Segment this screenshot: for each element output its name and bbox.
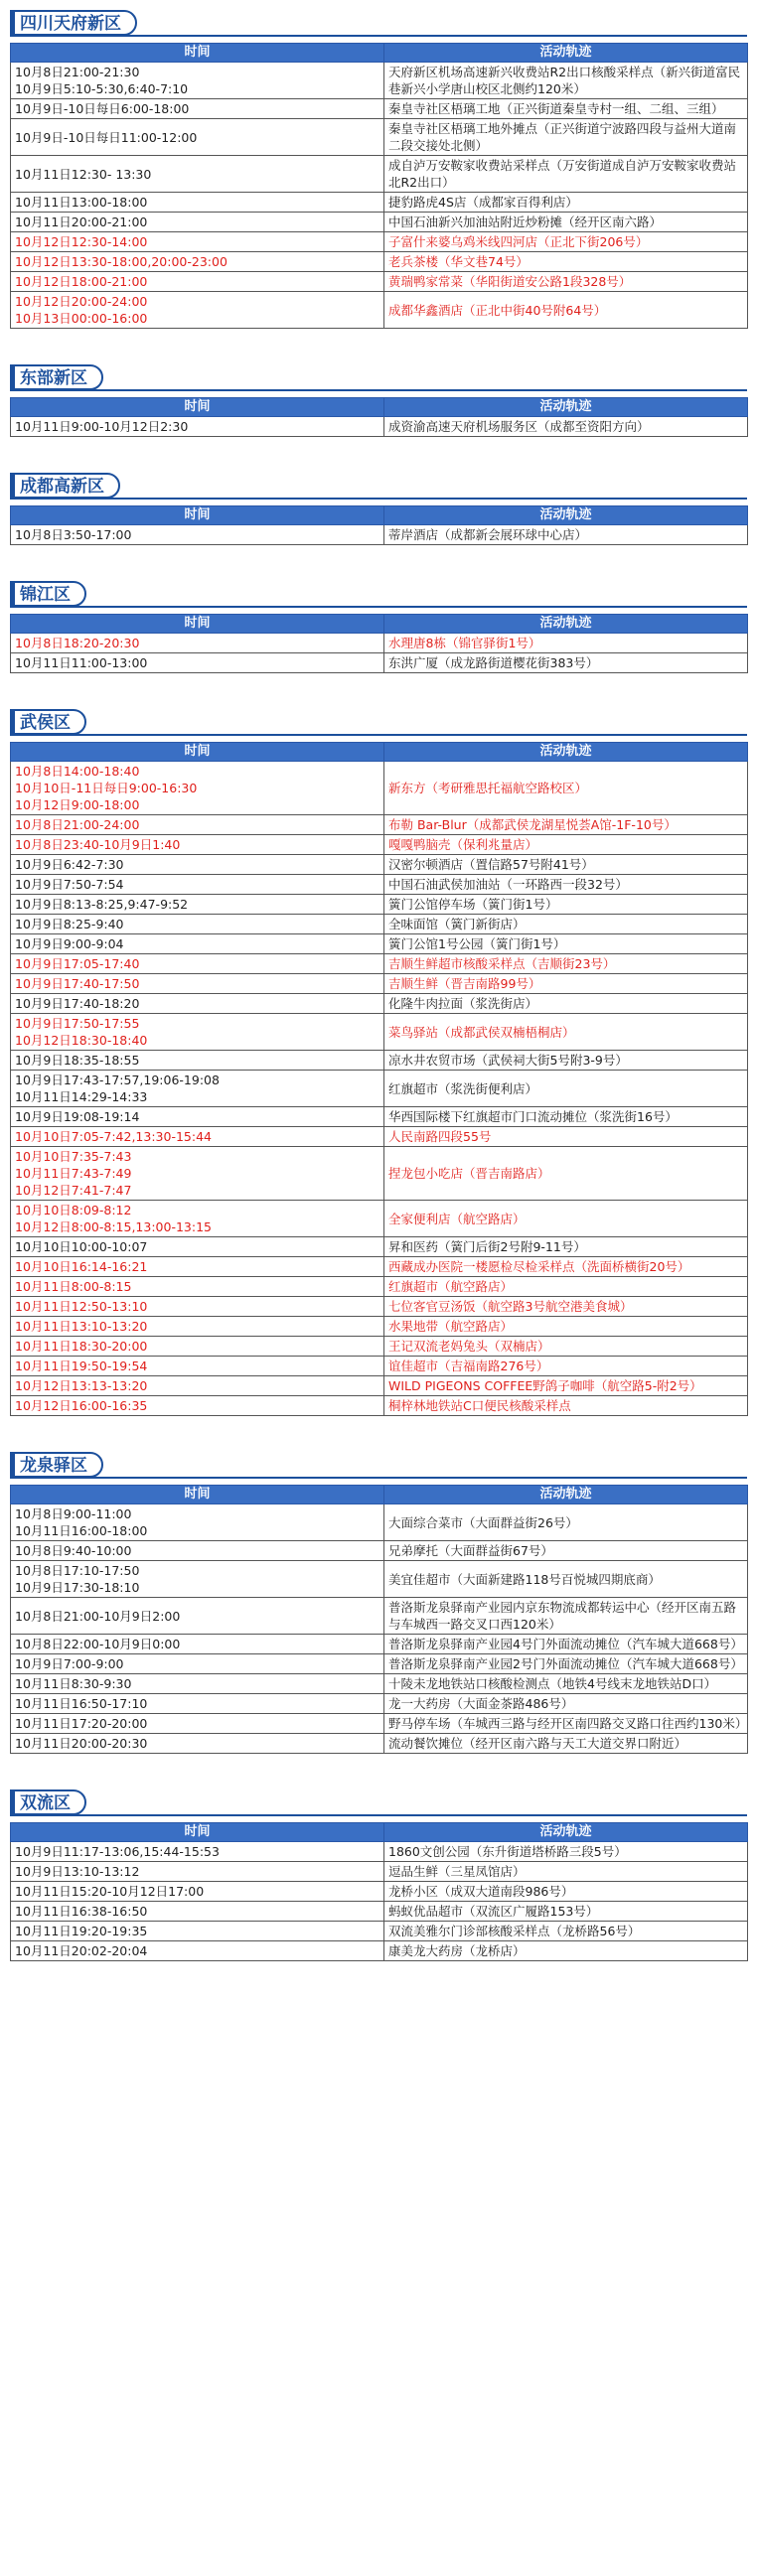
district-title: 双流区 (10, 1789, 86, 1815)
district-section (10, 581, 747, 673)
table-row (11, 1014, 748, 1051)
time-text: 10月11日20:00-20:30 (15, 1736, 148, 1751)
time-header: 时间 (11, 1823, 384, 1842)
time-text: 10月9日9:00-9:04 (15, 936, 124, 951)
district-title: 四川天府新区 (10, 10, 137, 36)
route-cell: 簧门公馆1号公园（簧门街1号） (384, 934, 748, 954)
route-cell: 桐梓林地铁站C口便民核酸采样点 (384, 1396, 748, 1416)
page (0, 10, 757, 1961)
time-cell (11, 63, 384, 99)
time-cell (11, 1237, 384, 1257)
time-text: 10月11日12:50-13:10 (15, 1299, 148, 1314)
table-row (11, 232, 748, 252)
time-text: 10月9日17:43-17:57,19:06-19:08 (15, 1073, 220, 1087)
time-cell (11, 875, 384, 895)
time-text: 10月8日22:00-10月9日0:00 (15, 1637, 181, 1651)
time-cell (11, 762, 384, 815)
time-text: 10月8日9:40-10:00 (15, 1543, 132, 1558)
route-cell: 新东方（考研雅思托福航空路校区） (384, 762, 748, 815)
route-cell: 布勒 Bar-Blur（成都武侯龙湖星悦荟A馆-1F-10号） (384, 815, 748, 835)
route-cell: 十陵未龙地铁站口核酸检测点（地铁4号线末龙地铁站D口） (384, 1674, 748, 1694)
table-row (11, 119, 748, 156)
time-text: 10月11日16:00-18:00 (15, 1523, 148, 1538)
route-cell: 黄瑞鸭家常菜（华阳街道安公路1段328号） (384, 272, 748, 292)
table-row (11, 1147, 748, 1201)
route-table (10, 43, 748, 329)
route-cell: 兄弟摩托（大面群益街67号） (384, 1541, 748, 1561)
route-cell: 美宜佳超市（大面新建路118号百悦城四期底商） (384, 1561, 748, 1598)
table-row (11, 1714, 748, 1734)
time-text: 10月12日12:30-14:00 (15, 234, 148, 249)
district-section (10, 1789, 747, 1961)
time-text: 10月11日14:29-14:33 (15, 1089, 148, 1104)
time-text: 10月11日20:00-21:00 (15, 215, 148, 229)
table-row (11, 1317, 748, 1337)
time-text: 10月8日21:00-21:30 (15, 65, 140, 79)
route-header: 活动轨迹 (384, 615, 748, 634)
table-row (11, 272, 748, 292)
time-cell (11, 1842, 384, 1862)
table-row (11, 1635, 748, 1654)
district-section (10, 364, 747, 437)
time-header: 时间 (11, 615, 384, 634)
table-row (11, 99, 748, 119)
table-row (11, 1654, 748, 1674)
table-row (11, 1396, 748, 1416)
time-cell (11, 815, 384, 835)
time-text: 10月9日7:50-7:54 (15, 877, 124, 892)
time-cell (11, 1561, 384, 1598)
route-cell: 龙桥小区（成双大道南段986号） (384, 1882, 748, 1902)
time-cell (11, 1598, 384, 1635)
time-text: 10月12日18:30-18:40 (15, 1033, 148, 1048)
time-cell (11, 1674, 384, 1694)
time-cell (11, 1337, 384, 1357)
route-cell: 东洪广厦（成龙路街道樱花街383号） (384, 653, 748, 673)
route-cell: 大面综合菜市（大面群益街26号） (384, 1504, 748, 1541)
table-row (11, 762, 748, 815)
route-header: 活动轨迹 (384, 1486, 748, 1504)
time-cell (11, 634, 384, 653)
table-row (11, 895, 748, 915)
route-header: 活动轨迹 (384, 398, 748, 417)
time-text: 10月12日18:00-21:00 (15, 274, 148, 289)
route-cell: 子富什来婆乌鸡米线四河店（正北下街206号） (384, 232, 748, 252)
time-cell (11, 1014, 384, 1051)
time-text: 10月11日13:00-18:00 (15, 195, 148, 210)
time-cell (11, 1317, 384, 1337)
table-row (11, 417, 748, 437)
route-cell: 化隆牛肉拉面（浆洗街店） (384, 994, 748, 1014)
district-divider (10, 498, 747, 500)
time-cell (11, 525, 384, 545)
route-cell: 红旗超市（航空路店） (384, 1277, 748, 1297)
route-cell: 全味面馆（簧门新街店） (384, 915, 748, 934)
time-text: 10月11日8:30-9:30 (15, 1676, 132, 1691)
table-row (11, 1277, 748, 1297)
table-row (11, 63, 748, 99)
time-text: 10月9日5:10-5:30,6:40-7:10 (15, 81, 189, 96)
time-cell (11, 272, 384, 292)
time-cell (11, 213, 384, 232)
district-section (10, 10, 747, 329)
table-row (11, 934, 748, 954)
table-row (11, 213, 748, 232)
time-text: 10月8日18:20-20:30 (15, 636, 140, 650)
route-cell: 凉水井农贸市场（武侯祠大街5号附3-9号） (384, 1051, 748, 1071)
time-cell (11, 119, 384, 156)
time-cell (11, 895, 384, 915)
table-row (11, 1922, 748, 1941)
table-row (11, 1071, 748, 1107)
route-cell: WILD PIGEONS COFFEE野鸽子咖啡（航空路5-附2号） (384, 1376, 748, 1396)
time-cell (11, 1201, 384, 1237)
route-cell: 蚂蚁优品超市（双流区广履路153号） (384, 1902, 748, 1922)
route-cell: 秦皇寺社区梧璃工地（正兴街道秦皇寺村一组、二组、三组） (384, 99, 748, 119)
route-table (10, 614, 748, 673)
route-header: 活动轨迹 (384, 1823, 748, 1842)
time-text: 10月11日19:50-19:54 (15, 1359, 148, 1373)
district-title: 武侯区 (10, 709, 86, 735)
time-text: 10月12日13:13-13:20 (15, 1378, 148, 1393)
time-text: 10月10日10:00-10:07 (15, 1239, 148, 1254)
district-divider (10, 734, 747, 736)
route-cell: 人民南路四段55号 (384, 1127, 748, 1147)
table-row (11, 634, 748, 653)
table-row (11, 292, 748, 329)
route-cell: 普洛斯龙泉驿南产业园内京东物流成都转运中心（经开区南五路与车城西一路交叉口西120米） (384, 1598, 748, 1635)
route-cell: 蒂岸酒店（成都新会展环球中心店） (384, 525, 748, 545)
table-row (11, 1127, 748, 1147)
time-text: 10月9日8:25-9:40 (15, 917, 124, 931)
district-title: 成都高新区 (10, 473, 120, 499)
time-cell (11, 232, 384, 252)
time-cell (11, 974, 384, 994)
route-cell: 逗品生鲜（三星凤馆店） (384, 1862, 748, 1882)
time-cell (11, 1714, 384, 1734)
route-cell: 簧门公馆停车场（簧门街1号） (384, 895, 748, 915)
time-text: 10月9日-10日每日6:00-18:00 (15, 101, 190, 116)
time-cell (11, 1902, 384, 1922)
time-text: 10月8日14:00-18:40 (15, 764, 140, 779)
route-cell: 全家便利店（航空路店） (384, 1201, 748, 1237)
time-text: 10月9日17:05-17:40 (15, 956, 140, 971)
district-title: 锦江区 (10, 581, 86, 607)
time-text: 10月11日16:38-16:50 (15, 1904, 148, 1919)
time-cell (11, 252, 384, 272)
time-text: 10月11日11:00-13:00 (15, 655, 148, 670)
time-text: 10月11日9:00-10月12日2:30 (15, 419, 189, 434)
time-cell (11, 1734, 384, 1754)
time-text: 10月9日8:13-8:25,9:47-9:52 (15, 897, 189, 912)
district-title: 东部新区 (10, 364, 103, 390)
route-cell: 老兵茶楼（华文巷74号） (384, 252, 748, 272)
table-row (11, 1902, 748, 1922)
route-cell: 水果地带（航空路店） (384, 1317, 748, 1337)
route-cell: 吉顺生鲜（晋吉南路99号） (384, 974, 748, 994)
time-text: 10月9日17:40-17:50 (15, 976, 140, 991)
time-cell (11, 1635, 384, 1654)
table-row (11, 1257, 748, 1277)
time-text: 10月13日00:00-16:00 (15, 311, 148, 326)
time-cell (11, 156, 384, 193)
time-cell (11, 1862, 384, 1882)
table-row (11, 1337, 748, 1357)
time-cell (11, 653, 384, 673)
time-cell (11, 835, 384, 855)
time-text: 10月10日8:09-8:12 (15, 1203, 132, 1217)
route-cell: 华西国际楼下红旗超市门口流动摊位（浆洗街16号） (384, 1107, 748, 1127)
route-cell: 1860文创公园（东升街道塔桥路三段5号） (384, 1842, 748, 1862)
time-cell (11, 1277, 384, 1297)
time-header: 时间 (11, 44, 384, 63)
table-row (11, 1107, 748, 1127)
time-cell (11, 915, 384, 934)
time-header: 时间 (11, 743, 384, 762)
route-table (10, 1485, 748, 1754)
time-cell (11, 1396, 384, 1416)
district-section (10, 473, 747, 545)
table-row (11, 1237, 748, 1257)
route-header: 活动轨迹 (384, 743, 748, 762)
route-cell: 谊佳超市（吉福南路276号） (384, 1357, 748, 1376)
time-cell (11, 1541, 384, 1561)
route-cell: 普洛斯龙泉驿南产业园4号门外面流动摊位（汽车城大道668号） (384, 1635, 748, 1654)
time-cell (11, 292, 384, 329)
route-table (10, 397, 748, 437)
table-row (11, 1941, 748, 1961)
time-text: 10月11日15:20-10月12日17:00 (15, 1884, 205, 1899)
time-cell (11, 1107, 384, 1127)
route-table (10, 742, 748, 1416)
route-cell: 流动餐饮摊位（经开区南六路与天工大道交界口附近） (384, 1734, 748, 1754)
route-cell: 七位客官豆汤饭（航空路3号航空港美食城） (384, 1297, 748, 1317)
time-text: 10月9日17:50-17:55 (15, 1016, 140, 1031)
table-row (11, 954, 748, 974)
time-text: 10月8日3:50-17:00 (15, 527, 132, 542)
route-cell: 捏龙包小吃店（晋吉南路店） (384, 1147, 748, 1201)
time-cell (11, 1147, 384, 1201)
route-cell: 中国石油新兴加油站附近炒粉摊（经开区南六路） (384, 213, 748, 232)
time-text: 10月9日17:40-18:20 (15, 996, 140, 1011)
time-text: 10月9日11:17-13:06,15:44-15:53 (15, 1844, 220, 1859)
route-cell: 双流美雅尔门诊部核酸采样点（龙桥路56号） (384, 1922, 748, 1941)
time-text: 10月9日13:10-13:12 (15, 1864, 140, 1879)
time-text: 10月8日23:40-10月9日1:40 (15, 837, 181, 852)
time-cell (11, 1257, 384, 1277)
route-cell: 水理唐8栋（锦官驿街1号） (384, 634, 748, 653)
time-text: 10月12日9:00-18:00 (15, 797, 140, 812)
table-row (11, 855, 748, 875)
time-text: 10月11日7:43-7:49 (15, 1166, 132, 1181)
table-row (11, 1674, 748, 1694)
time-header: 时间 (11, 1486, 384, 1504)
table-row (11, 156, 748, 193)
table-row (11, 915, 748, 934)
table-row (11, 1051, 748, 1071)
time-text: 10月10日16:14-16:21 (15, 1259, 148, 1274)
time-cell (11, 193, 384, 213)
route-cell: 野马停车场（车城西三路与经开区南四路交叉路口往西约130米） (384, 1714, 748, 1734)
time-cell (11, 954, 384, 974)
table-row (11, 1862, 748, 1882)
time-cell (11, 1376, 384, 1396)
route-cell: 成自泸万安鞍家收费站采样点（万安街道成自泸万安鞍家收费站北R2出口） (384, 156, 748, 193)
time-cell (11, 1882, 384, 1902)
route-cell: 昇和医药（簧门后街2号附9-11号） (384, 1237, 748, 1257)
time-cell (11, 994, 384, 1014)
time-cell (11, 934, 384, 954)
route-table (10, 1822, 748, 1961)
route-cell: 秦皇寺社区梧璃工地外摊点（正兴街道宁波路四段与益州大道南二段交接处北侧） (384, 119, 748, 156)
route-cell: 汉密尔顿酒店（置信路57号附41号） (384, 855, 748, 875)
time-text: 10月11日13:10-13:20 (15, 1319, 148, 1334)
time-cell (11, 1051, 384, 1071)
route-header: 活动轨迹 (384, 44, 748, 63)
table-row (11, 994, 748, 1014)
time-cell (11, 1922, 384, 1941)
table-row (11, 1201, 748, 1237)
time-cell (11, 1357, 384, 1376)
district-section (10, 709, 747, 1416)
route-cell: 中国石油武侯加油站（一环路西一段32号） (384, 875, 748, 895)
time-text: 10月9日7:00-9:00 (15, 1656, 124, 1671)
time-text: 10月12日7:41-7:47 (15, 1183, 132, 1198)
time-cell (11, 99, 384, 119)
time-text: 10月10日-11日每日9:00-16:30 (15, 781, 198, 795)
time-text: 10月9日6:42-7:30 (15, 857, 124, 872)
table-row (11, 1842, 748, 1862)
time-cell (11, 1694, 384, 1714)
route-header: 活动轨迹 (384, 506, 748, 525)
time-text: 10月12日13:30-18:00,20:00-23:00 (15, 254, 227, 269)
time-cell (11, 1127, 384, 1147)
time-text: 10月9日18:35-18:55 (15, 1053, 140, 1068)
table-row (11, 1357, 748, 1376)
time-text: 10月11日17:20-20:00 (15, 1716, 148, 1731)
time-text: 10月8日17:10-17:50 (15, 1563, 140, 1578)
route-cell: 吉顺生鲜超市核酸采样点（吉顺街23号） (384, 954, 748, 974)
time-text: 10月9日17:30-18:10 (15, 1580, 140, 1595)
time-cell (11, 1071, 384, 1107)
district-divider (10, 1814, 747, 1816)
time-cell (11, 1297, 384, 1317)
time-header: 时间 (11, 398, 384, 417)
route-cell: 成都华鑫酒店（正北中街40号附64号） (384, 292, 748, 329)
district-title: 龙泉驿区 (10, 1452, 103, 1478)
time-header: 时间 (11, 506, 384, 525)
table-row (11, 1598, 748, 1635)
route-cell: 嘎嘎鸭脑壳（保利兆量店） (384, 835, 748, 855)
route-cell: 天府新区机场高速新兴收费站R2出口核酸采样点（新兴街道富民巷新兴小学唐山校区北侧约120米） (384, 63, 748, 99)
table-row (11, 875, 748, 895)
route-cell: 成资渝高速天府机场服务区（成都至资阳方向） (384, 417, 748, 437)
table-row (11, 525, 748, 545)
table-row (11, 1734, 748, 1754)
time-text: 10月11日20:02-20:04 (15, 1943, 148, 1958)
time-text: 10月9日19:08-19:14 (15, 1109, 140, 1124)
table-row (11, 815, 748, 835)
table-row (11, 974, 748, 994)
time-text: 10月8日21:00-10月9日2:00 (15, 1608, 181, 1624)
route-cell: 捷豹路虎4S店（成都家百得利店） (384, 193, 748, 213)
route-cell: 王记双流老妈兔头（双楠店） (384, 1337, 748, 1357)
time-text: 10月12日16:00-16:35 (15, 1398, 148, 1413)
table-row (11, 252, 748, 272)
time-text: 10月11日8:00-8:15 (15, 1279, 132, 1294)
district-divider (10, 606, 747, 608)
district-divider (10, 389, 747, 391)
route-cell: 龙一大药房（大面金茶路486号） (384, 1694, 748, 1714)
district-divider (10, 1477, 747, 1479)
time-text: 10月11日12:30- 13:30 (15, 166, 152, 182)
time-cell (11, 1654, 384, 1674)
route-cell: 菜鸟驿站（成都武侯双楠梧桐店） (384, 1014, 748, 1051)
table-row (11, 1561, 748, 1598)
time-cell (11, 1941, 384, 1961)
table-row (11, 1376, 748, 1396)
time-text: 10月11日16:50-17:10 (15, 1696, 148, 1711)
table-row (11, 193, 748, 213)
time-text: 10月8日21:00-24:00 (15, 817, 140, 832)
time-cell (11, 1504, 384, 1541)
time-text: 10月10日7:05-7:42,13:30-15:44 (15, 1129, 212, 1144)
table-row (11, 1504, 748, 1541)
time-text: 10月10日7:35-7:43 (15, 1149, 132, 1164)
time-text: 10月12日8:00-8:15,13:00-13:15 (15, 1219, 212, 1234)
table-row (11, 1297, 748, 1317)
time-text: 10月11日19:20-19:35 (15, 1924, 148, 1938)
route-cell: 普洛斯龙泉驿南产业园2号门外面流动摊位（汽车城大道668号） (384, 1654, 748, 1674)
route-table (10, 505, 748, 545)
table-row (11, 835, 748, 855)
route-cell: 红旗超市（浆洗街便利店） (384, 1071, 748, 1107)
table-row (11, 1541, 748, 1561)
time-text: 10月8日9:00-11:00 (15, 1506, 132, 1521)
time-cell (11, 855, 384, 875)
route-cell: 西藏成办医院一楼愿检尽检采样点（洗面桥横街20号） (384, 1257, 748, 1277)
time-text: 10月11日18:30-20:00 (15, 1339, 148, 1354)
district-section (10, 1452, 747, 1754)
table-row (11, 1694, 748, 1714)
time-text: 10月12日20:00-24:00 (15, 294, 148, 309)
time-text: 10月9日-10日每日11:00-12:00 (15, 129, 198, 145)
time-cell (11, 417, 384, 437)
route-cell: 康美龙大药房（龙桥店） (384, 1941, 748, 1961)
table-row (11, 653, 748, 673)
table-row (11, 1882, 748, 1902)
